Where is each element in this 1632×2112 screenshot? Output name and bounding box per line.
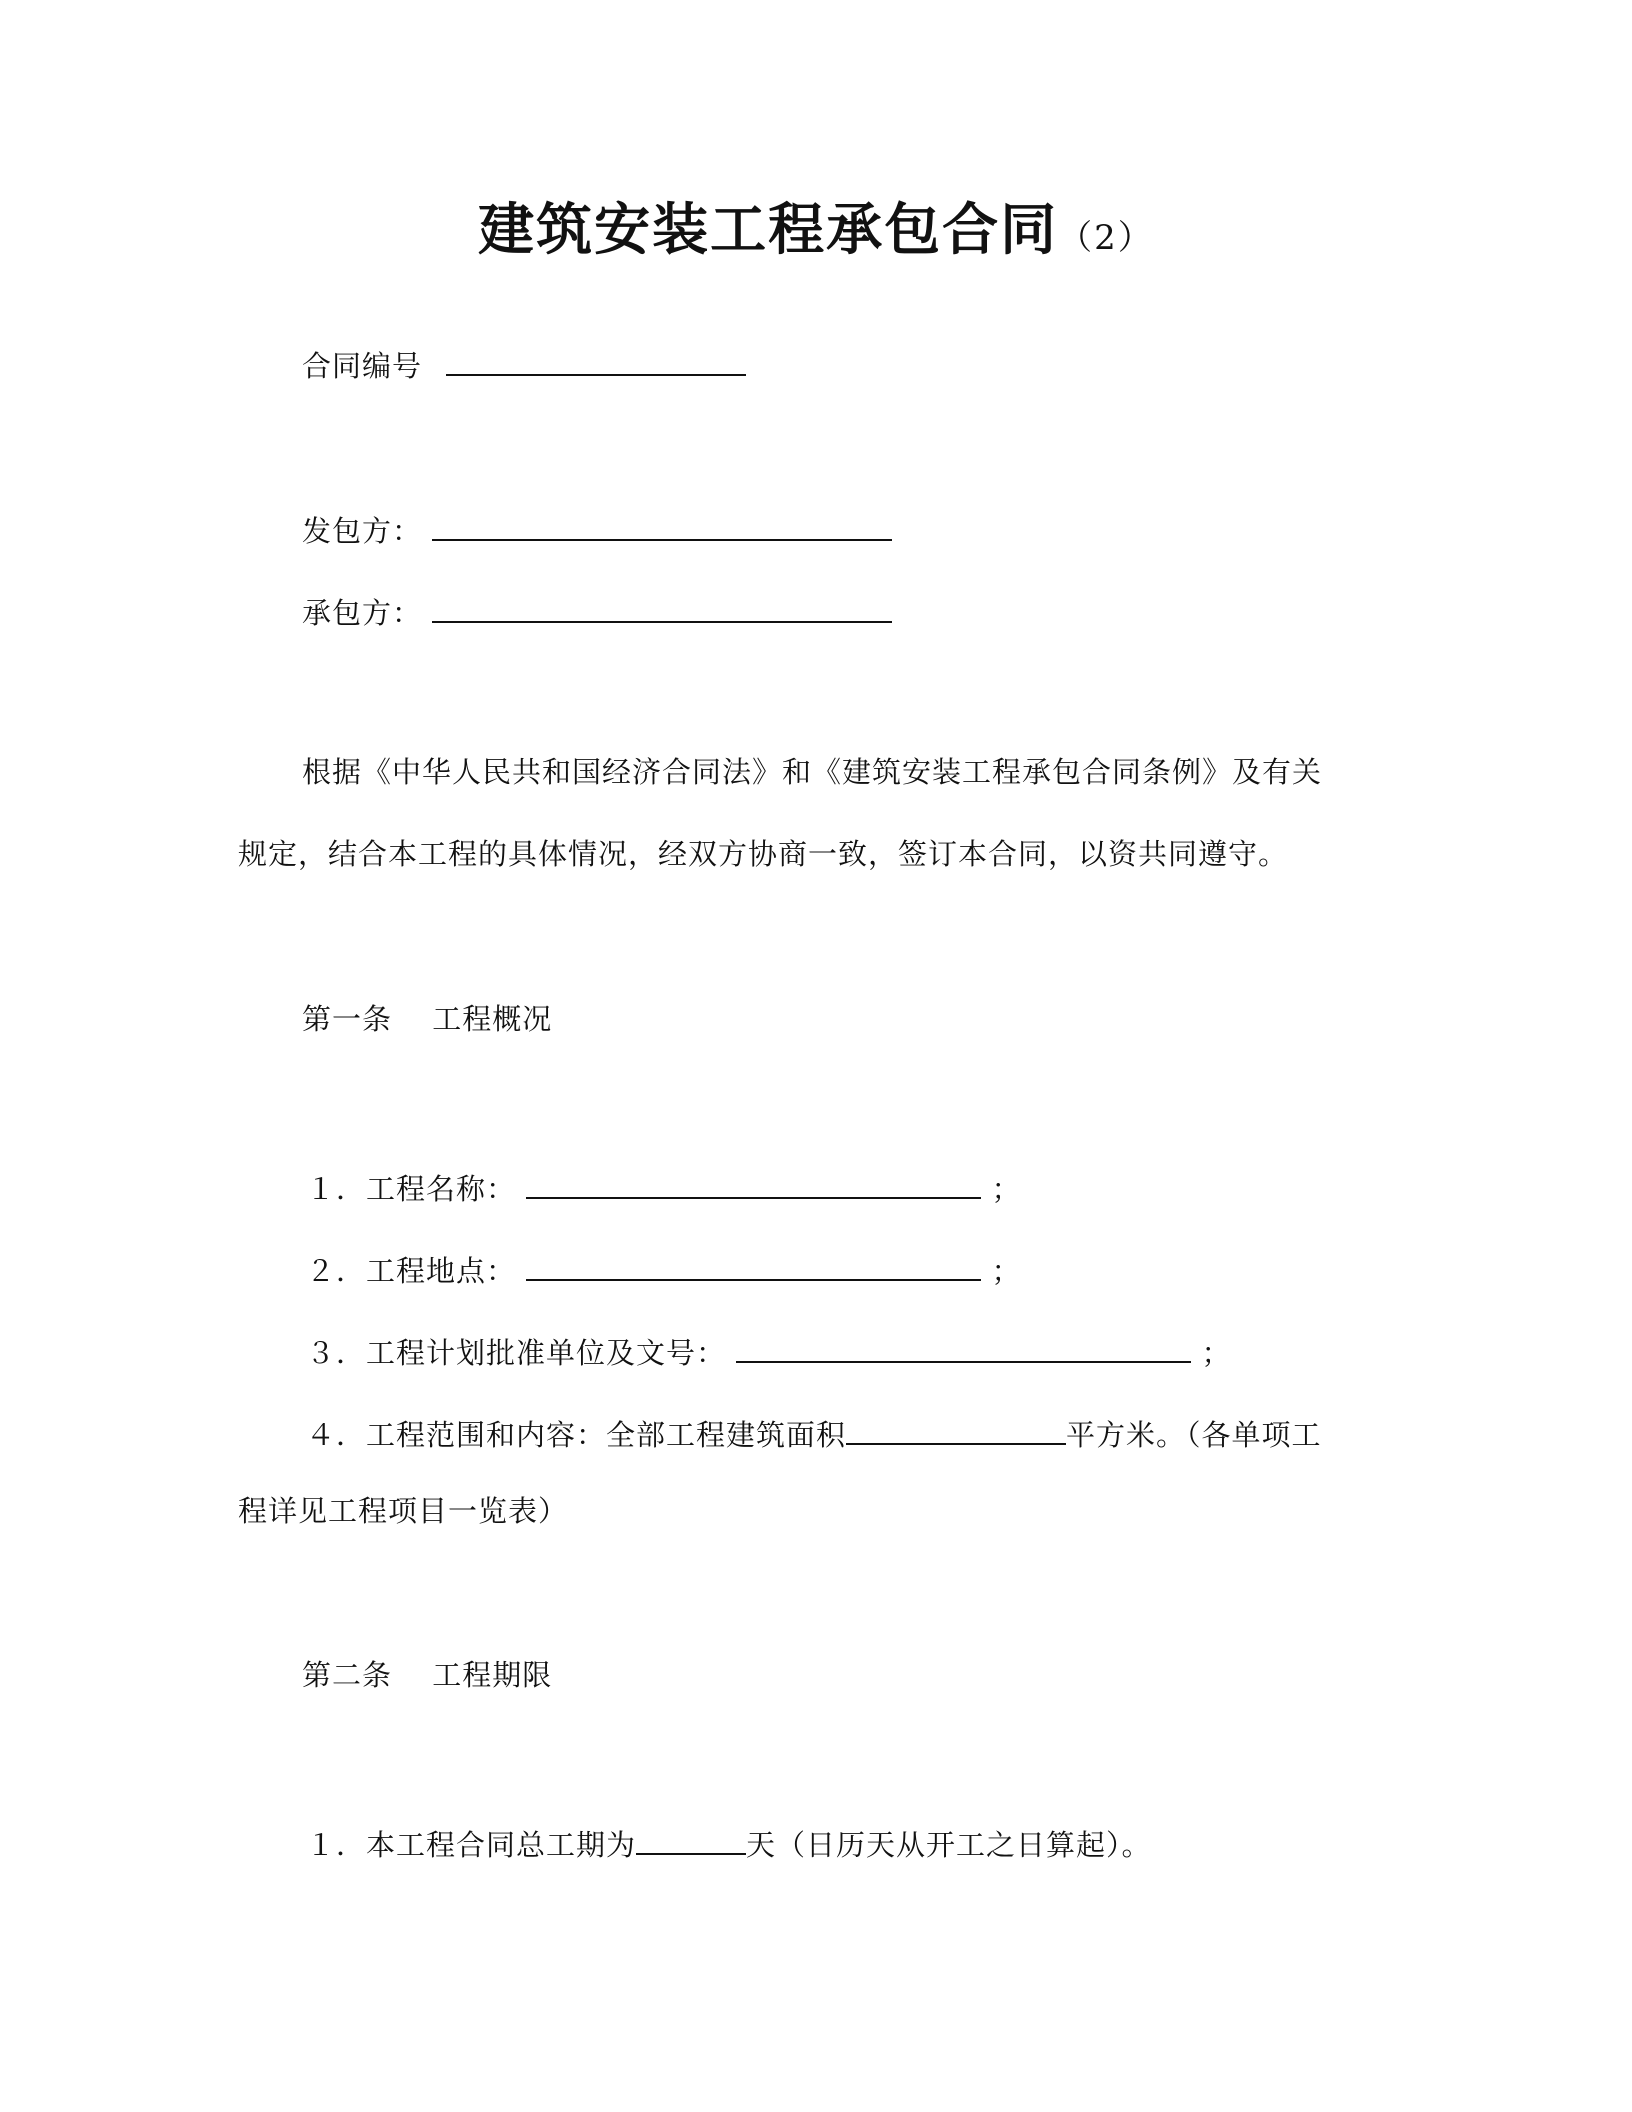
title-suffix: （2） [1058,218,1154,258]
semicolon: ； [991,1172,1022,1206]
contractor-row [302,587,892,633]
duration-unit-text: 天（日历天从开工之日算起）。 [746,1828,1152,1862]
semicolon: ； [1201,1336,1232,1370]
preamble-line-2: 规定，结合本工程的具体情况，经双方协商一致，签订本合同，以资共同遵守。 [238,837,1289,871]
contract-number-field[interactable] [446,340,746,376]
employer-row [302,505,892,551]
article-2-item-1 [306,1819,1152,1865]
floor-area-field[interactable] [846,1409,1066,1445]
article-1-item-4-continued: 程详见工程项目一览表） [238,1494,569,1528]
scope-label: ４．工程范围和内容：全部工程建筑面积 [306,1418,847,1452]
project-location-field[interactable] [526,1245,981,1281]
document-title [0,190,1632,278]
article-1-item-3 [306,1327,1231,1373]
contract-number-label: 合同编号 [302,349,423,383]
title-text: 建筑安装工程承包合同 [478,197,1059,263]
article-1-item-4 [306,1409,1322,1455]
article-1-heading: 第一条 工程概况 [302,1002,553,1036]
contractor-label: 承包方： [302,596,423,630]
preamble-line-1: 根据《中华人民共和国经济合同法》和《建筑安装工程承包合同条例》及有关 [302,755,1323,789]
approval-unit-field[interactable] [736,1327,1191,1363]
semicolon: ； [991,1254,1022,1288]
approval-unit-label: ３．工程计划批准单位及文号： [306,1336,727,1370]
scope-unit-text: 平方米。（各单项工 [1066,1418,1322,1452]
article-2-heading: 第二条 工程期限 [302,1658,553,1692]
employer-label: 发包方： [302,514,423,548]
duration-label: １．本工程合同总工期为 [306,1828,637,1862]
project-name-label: １．工程名称： [306,1172,517,1206]
contract-number-row [302,340,746,386]
article-1-item-2 [306,1245,1021,1291]
project-name-field[interactable] [526,1163,981,1199]
duration-days-field[interactable] [636,1819,746,1855]
article-1-item-1 [306,1163,1021,1209]
employer-field[interactable] [432,505,892,541]
project-location-label: ２．工程地点： [306,1254,517,1288]
contractor-field[interactable] [432,587,892,623]
